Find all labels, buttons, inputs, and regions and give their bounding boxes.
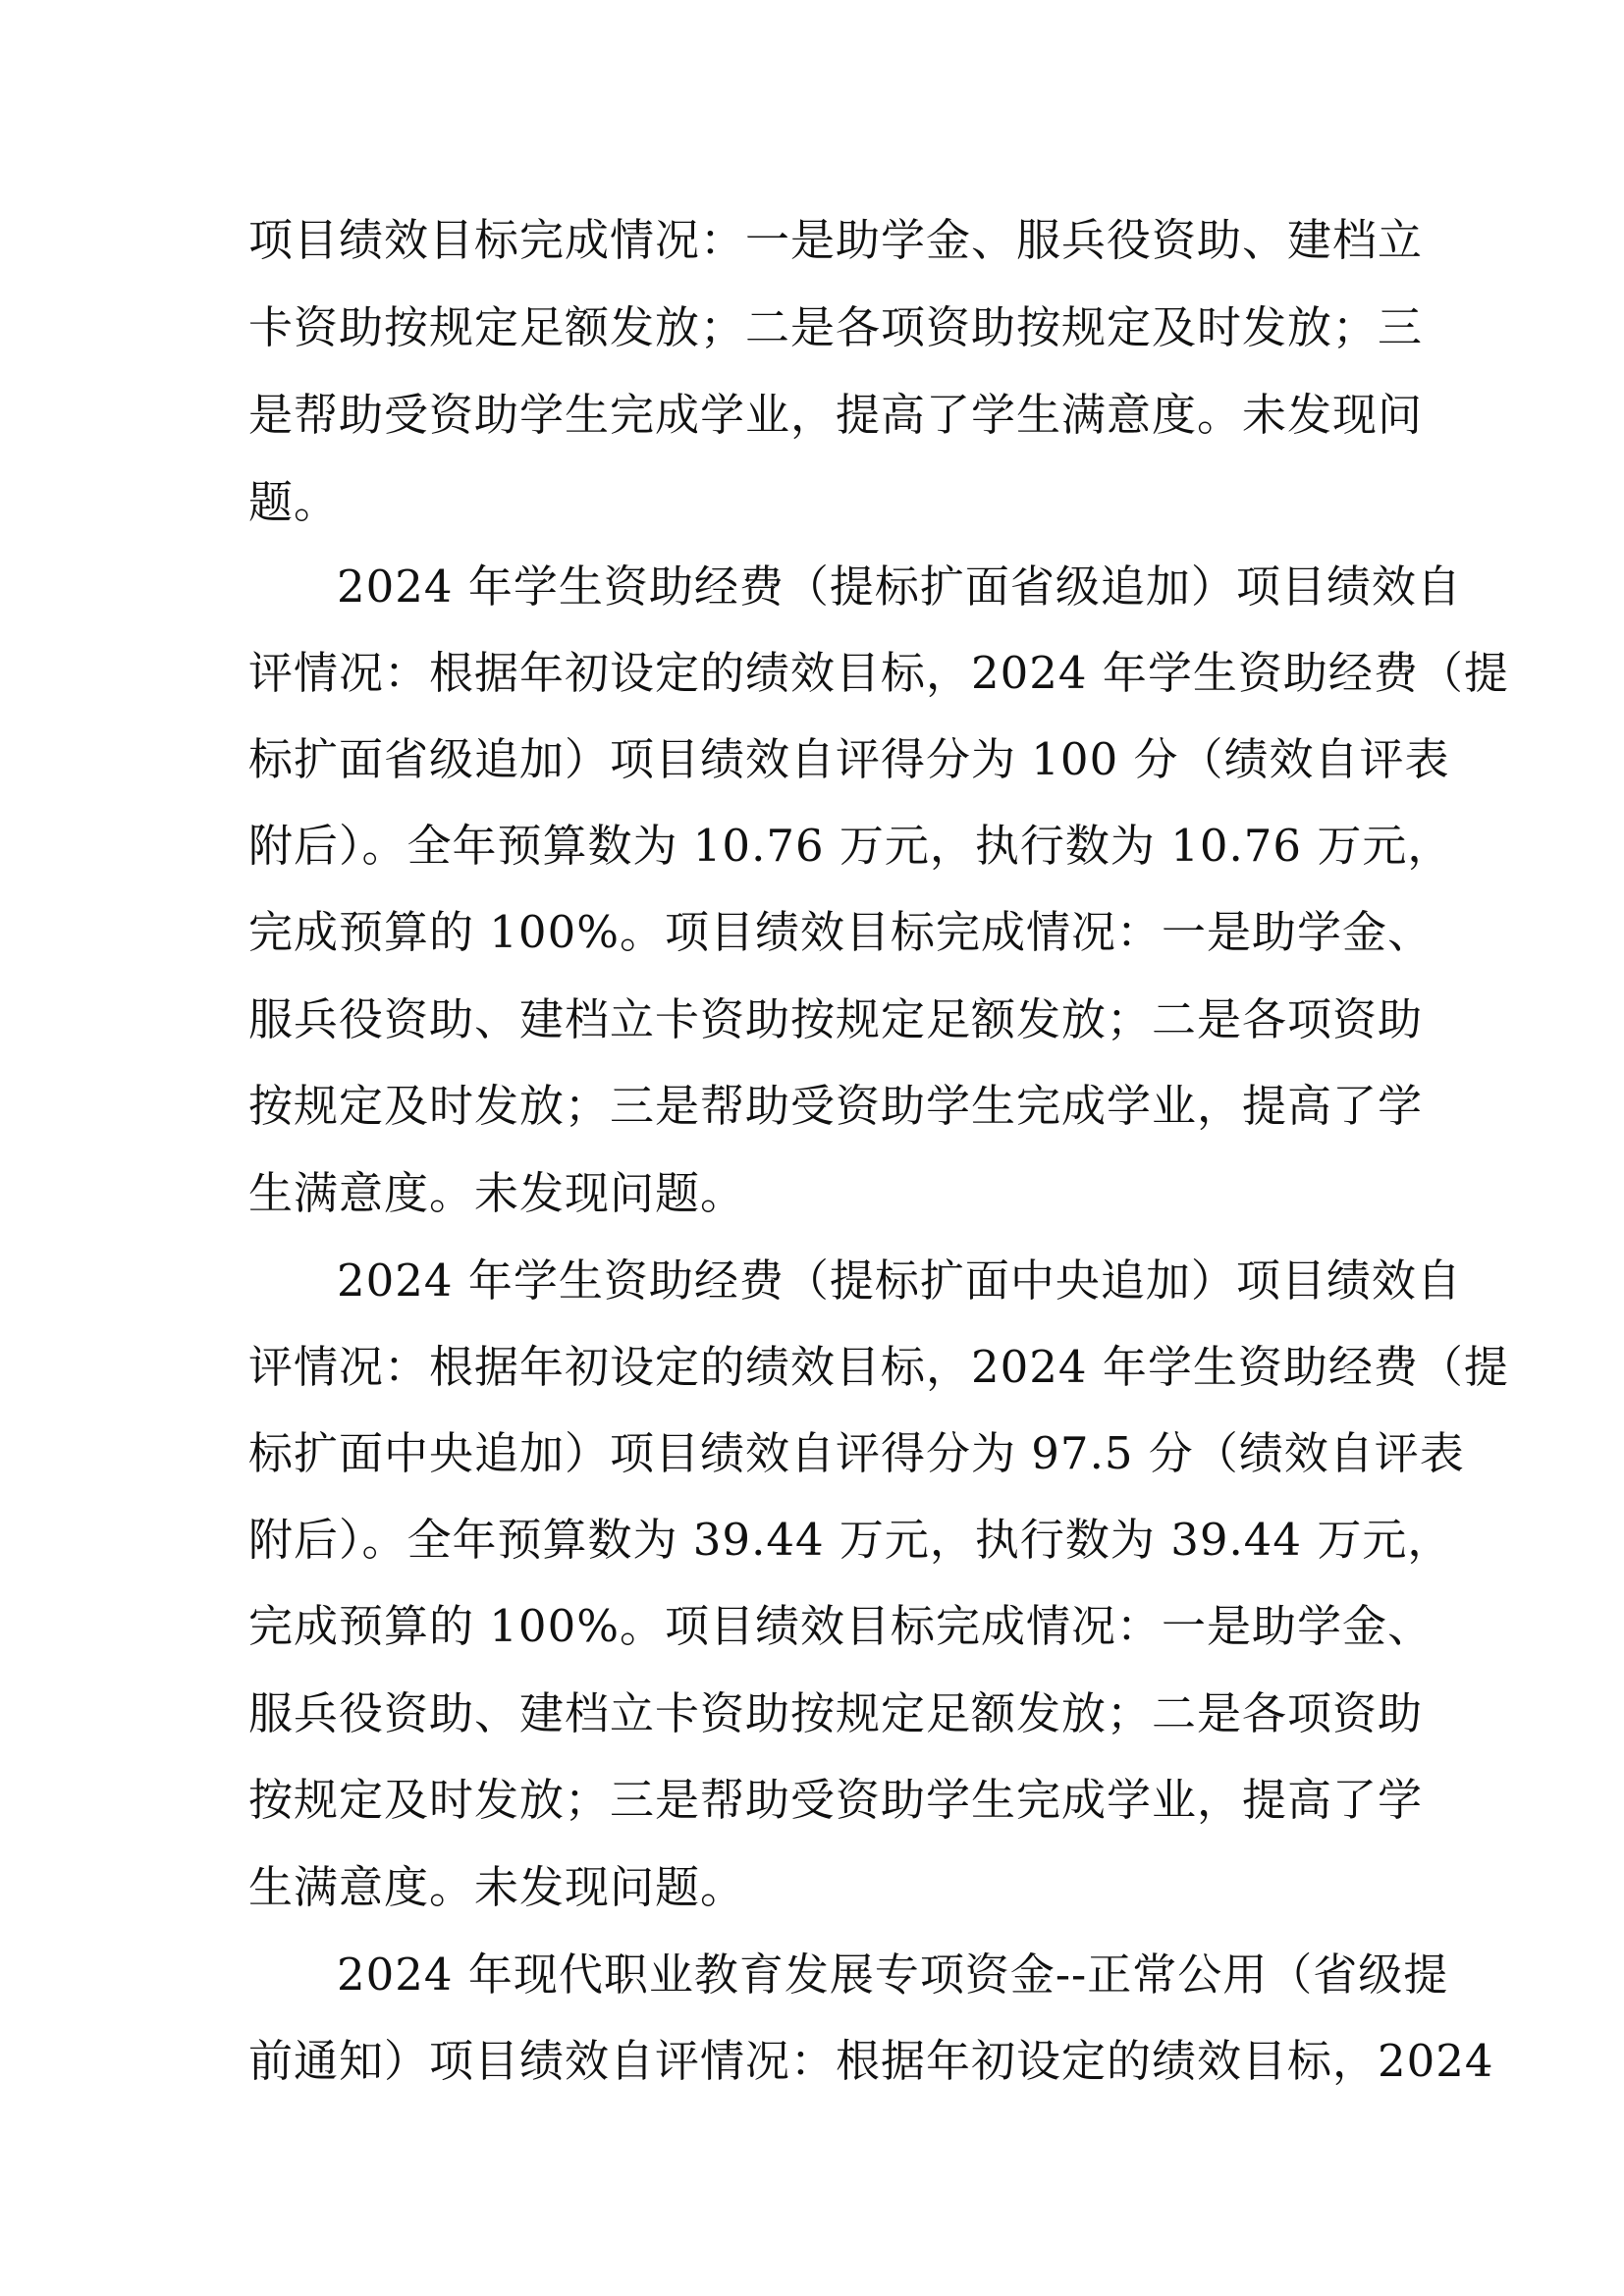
text-line: 服兵役资助、建档立卡资助按规定足额发放；二是各项资助 [248, 1687, 1424, 1739]
text-line: 附后）。全年预算数为 10.76 万元，执行数为 10.76 万元， [248, 820, 1453, 872]
text-line: 评情况：根据年初设定的绩效目标，2024 年学生资助经费（提 [248, 1341, 1509, 1393]
text-line: 标扩面中央追加）项目绩效自评得分为 97.5 分（绩效自评表 [248, 1427, 1465, 1479]
text-line: 完成预算的 100%。项目绩效目标完成情况：一是助学金、 [248, 906, 1433, 958]
text-line: 前通知）项目绩效自评情况：根据年初设定的绩效目标，2024 [248, 2035, 1494, 2087]
text-line: 标扩面省级追加）项目绩效自评得分为 100 分（绩效自评表 [248, 733, 1450, 785]
text-line: 完成预算的 100%。项目绩效目标完成情况：一是助学金、 [248, 1600, 1433, 1652]
paragraph-first-line: 2024 年现代职业教育发展专项资金--正常公用（省级提 [337, 1949, 1449, 2001]
text-line: 附后）。全年预算数为 39.44 万元，执行数为 39.44 万元， [248, 1514, 1453, 1566]
text-line: 生满意度。未发现问题。 [248, 1167, 746, 1219]
text-line: 是帮助受资助学生完成学业，提高了学生满意度。未发现问 [248, 389, 1424, 441]
text-line: 服兵役资助、建档立卡资助按规定足额发放；二是各项资助 [248, 993, 1424, 1045]
text-line: 按规定及时发放；三是帮助受资助学生完成学业，提高了学 [248, 1080, 1424, 1132]
paragraph-first-line: 2024 年学生资助经费（提标扩面省级追加）项目绩效自 [337, 561, 1462, 613]
text-line: 评情况：根据年初设定的绩效目标，2024 年学生资助经费（提 [248, 647, 1509, 699]
text-line: 卡资助按规定足额发放；二是各项资助按规定及时发放；三 [248, 301, 1424, 353]
text-line: 题。 [248, 476, 340, 528]
text-line: 生满意度。未发现问题。 [248, 1861, 746, 1913]
text-line: 项目绩效目标完成情况：一是助学金、服兵役资助、建档立 [248, 214, 1424, 266]
text-line: 按规定及时发放；三是帮助受资助学生完成学业，提高了学 [248, 1774, 1424, 1826]
paragraph-first-line: 2024 年学生资助经费（提标扩面中央追加）项目绩效自 [337, 1255, 1462, 1307]
